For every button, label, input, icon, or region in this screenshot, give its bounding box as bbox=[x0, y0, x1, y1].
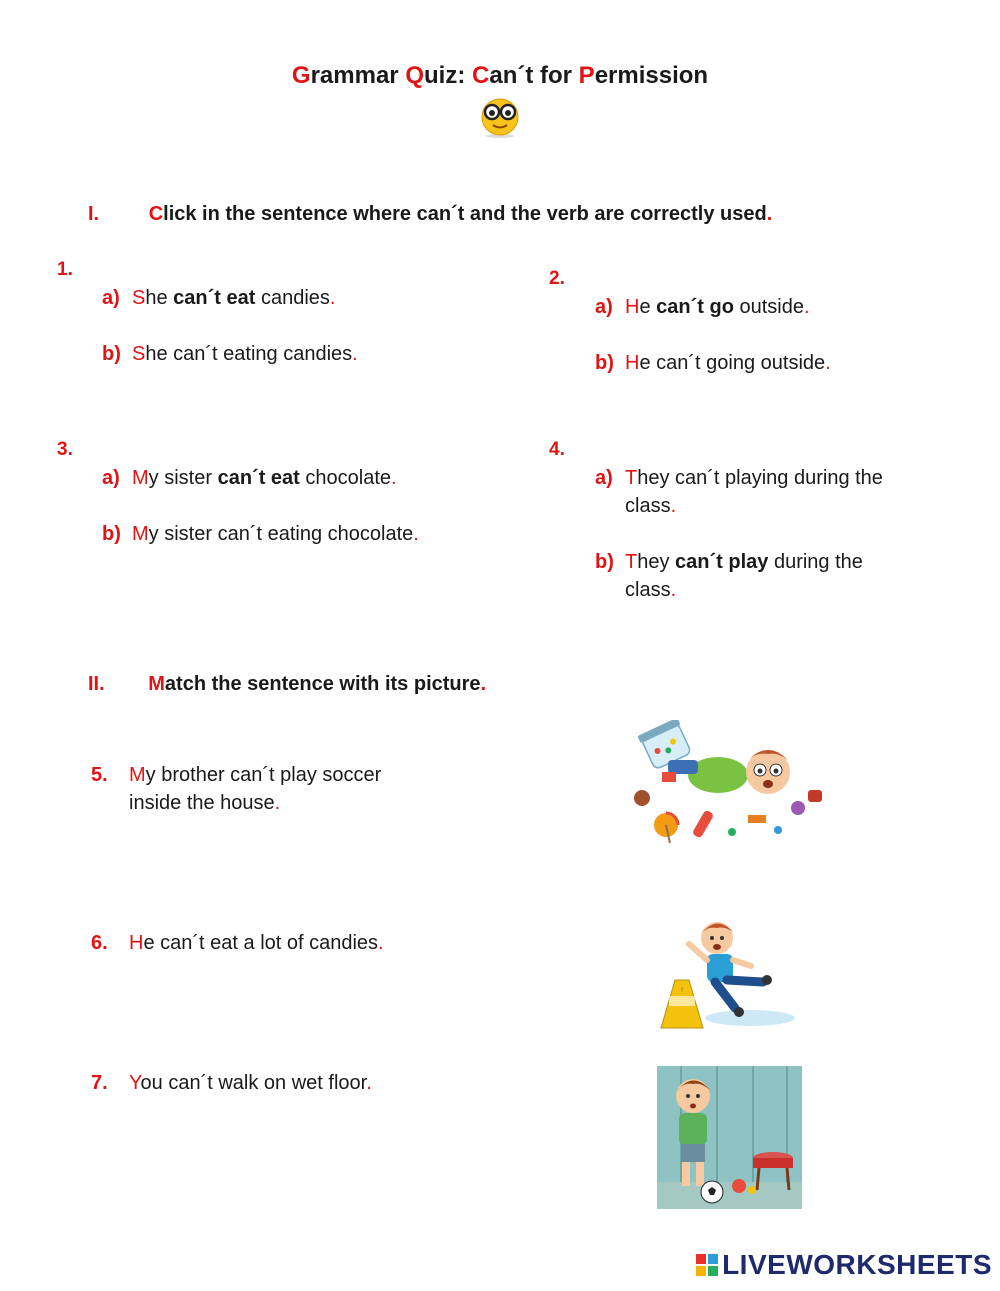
question-2-option-a[interactable]: a) He can´t go outside. bbox=[595, 296, 810, 318]
page-title: Grammar Quiz: Can´t for Permission bbox=[291, 62, 709, 89]
match-sentence-5[interactable]: 5. My brother can´t play soccer inside the house. bbox=[91, 764, 382, 814]
match-sentence-6[interactable]: 6. He can´t eat a lot of candies. bbox=[91, 932, 384, 954]
question-3-option-b[interactable]: b) My sister can´t eating chocolate. bbox=[102, 523, 419, 545]
question-2-option-b[interactable]: b) He can´t going outside. bbox=[595, 352, 831, 374]
nerd-emoji-icon bbox=[475, 96, 525, 138]
section-one-heading: I. Click in the sentence where can´t and the verb are correctly used. bbox=[88, 203, 773, 225]
question-4-option-a[interactable]: a) They can´t playing during the class. bbox=[595, 467, 883, 517]
question-1-number: 1. bbox=[57, 259, 73, 280]
question-1-option-a[interactable]: a) She can´t eat candies. bbox=[102, 287, 336, 309]
boy-slipping-wet-floor-picture[interactable] bbox=[655, 910, 803, 1035]
section-two-heading: II. Match the sentence with its picture. bbox=[88, 673, 487, 695]
question-2-number: 2. bbox=[549, 268, 565, 289]
question-4-number: 4. bbox=[549, 439, 565, 460]
match-sentence-7[interactable]: 7. You can´t walk on wet floor. bbox=[91, 1072, 372, 1094]
question-3-option-a[interactable]: a) My sister can´t eat chocolate. bbox=[102, 467, 397, 489]
boy-with-soccer-ball-picture[interactable] bbox=[657, 1066, 802, 1209]
logo-text: LIVEWORKSHEETS bbox=[722, 1249, 992, 1280]
logo-squares-icon bbox=[696, 1254, 718, 1276]
liveworksheets-logo bbox=[696, 1249, 992, 1281]
boy-with-candies-picture[interactable] bbox=[628, 720, 833, 845]
question-1-option-b[interactable]: b) She can´t eating candies. bbox=[102, 343, 358, 365]
question-4-option-b[interactable]: b) They can´t play during the class. bbox=[595, 551, 863, 601]
question-3-number: 3. bbox=[57, 439, 73, 460]
svg-text:!: ! bbox=[681, 988, 683, 994]
